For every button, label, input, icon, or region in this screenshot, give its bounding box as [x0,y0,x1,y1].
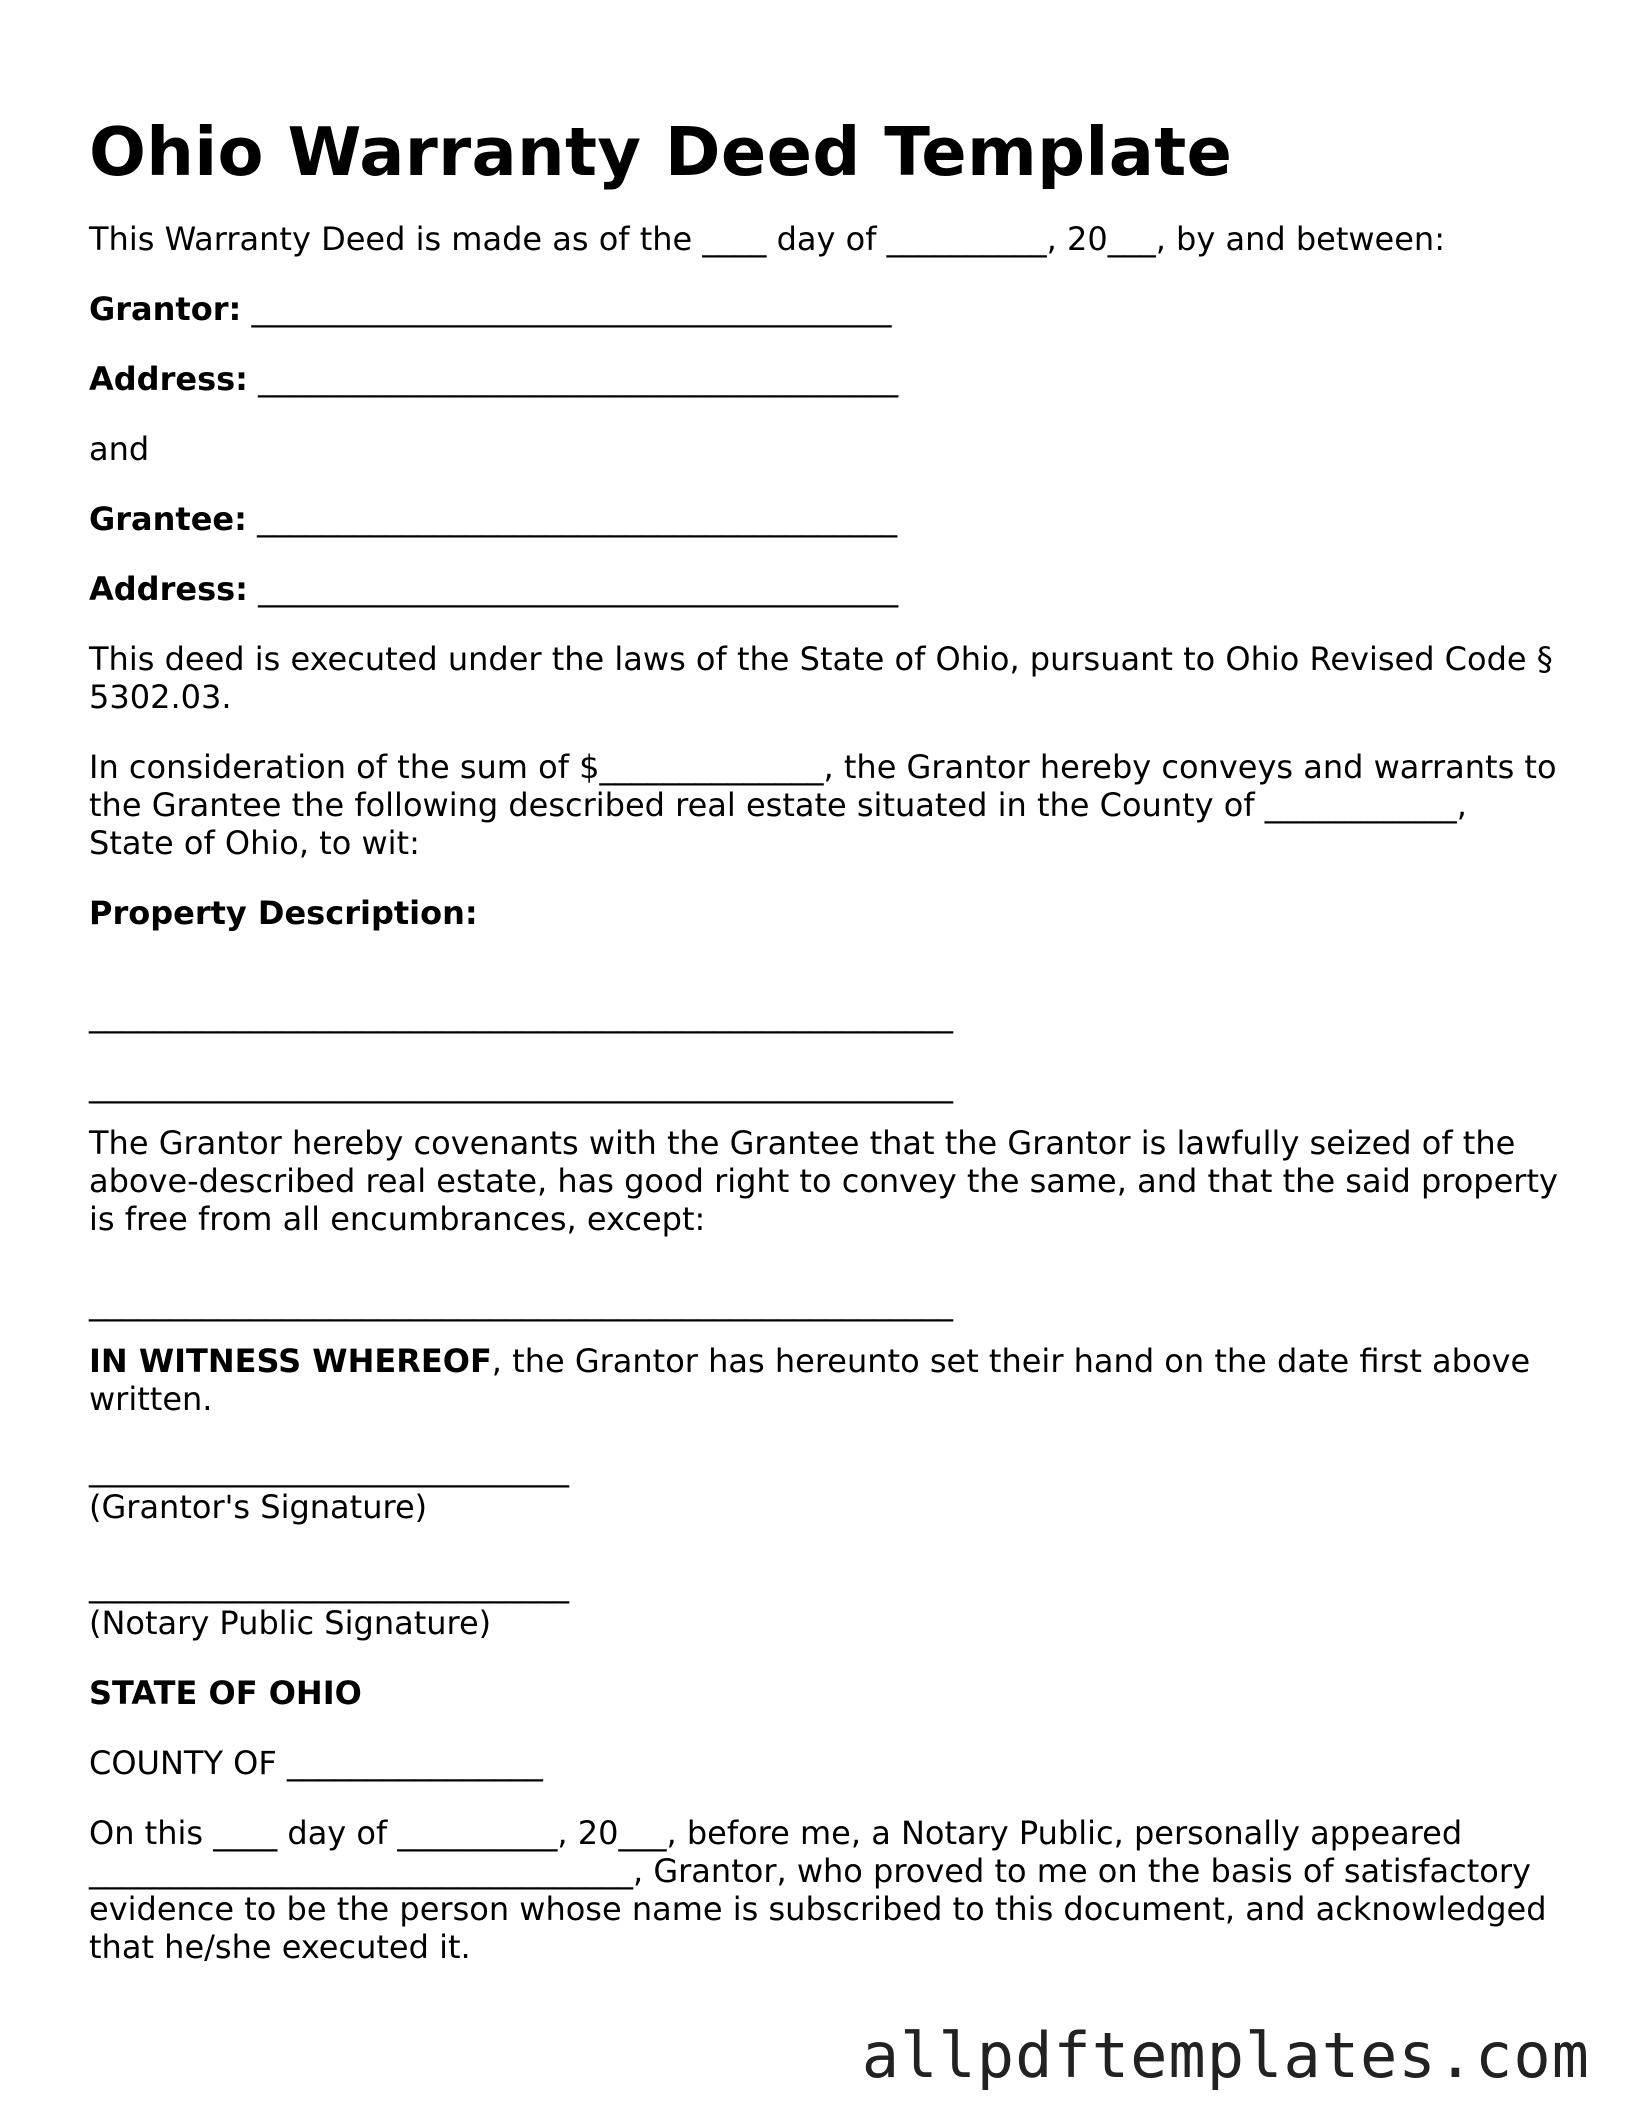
grantor-signature-block [89,1450,1559,1526]
intro-paragraph: This Warranty Deed is made as of the ____ day of __________, 20___, by and between: [89,220,1445,258]
witness-bold: IN WITNESS WHEREOF [89,1342,492,1380]
grantor-address-blank: ________________________________________ [247,360,899,398]
grantee-blank: ________________________________________ [246,500,898,538]
grantee-field [89,500,1559,538]
notary-signature-label: (Notary Public Signature) [89,1604,492,1642]
grantor-address-field [89,360,1559,398]
grantor-blank: ________________________________________ [241,290,892,328]
grantor-label: Grantor: [89,290,242,328]
county-field: COUNTY OF ________________ [89,1744,543,1782]
covenant-paragraph: The Grantor hereby covenants with the Grantee that the Grantor is lawfully seized of the above-described real estate, has good right to convey the same, and that the said property is free from all encumbrances, except: [89,1124,1569,1238]
exceptions-line: ______________________________________________________ [89,1284,953,1322]
witness-paragraph [89,1342,1559,1418]
grantee-address-blank: ________________________________________ [247,570,899,608]
grantor-signature-label: (Grantor's Signature) [89,1488,428,1526]
property-line-2: ______________________________________________________ [89,1066,953,1104]
spacer [89,964,1559,996]
grantee-address-label: Address: [89,570,248,608]
state-heading [89,1674,1559,1712]
grantee-address-field [89,570,1559,608]
grantor-signature-line: ______________________________ [89,1450,569,1488]
consideration-paragraph: In consideration of the sum of $______________, the Grantor hereby conveys and warrants to the Grantee the following described real estate situated in the County of ____________, State of Ohio, to wit: [89,748,1567,862]
notary-signature-line: ______________________________ [89,1566,569,1604]
document-title: Ohio Warranty Deed Template [89,113,1233,191]
notary-signature-block [89,1566,1559,1642]
and-text: and [89,430,150,468]
state-heading-text: STATE OF OHIO [89,1674,362,1712]
grantor-address-label: Address: [89,360,248,398]
property-heading [89,894,1559,932]
acknowledgment-paragraph: On this ____ day of __________, 20___, before me, a Notary Public, personally appeared __________________________________, Grantor, who proved to me on the basis of satisfactory evidence to be the person whose name is subscribed to this document, and acknowledged that he/she executed it. [89,1814,1557,1966]
witness-rest: , the Grantor has hereunto set their hand on the date first above written. [89,1342,1541,1418]
property-line-1: ______________________________________________________ [89,996,953,1034]
watermark-text: allpdftemplates.com [861,2019,1590,2092]
document-page [89,112,1569,1998]
grantor-field [89,290,1559,328]
spacer [89,1270,1559,1284]
grantee-label: Grantee: [89,500,247,538]
property-heading-text: Property Description: [89,894,478,932]
laws-paragraph: This deed is executed under the laws of the State of Ohio, pursuant to Ohio Revised Code § 5302.03. [89,640,1563,716]
